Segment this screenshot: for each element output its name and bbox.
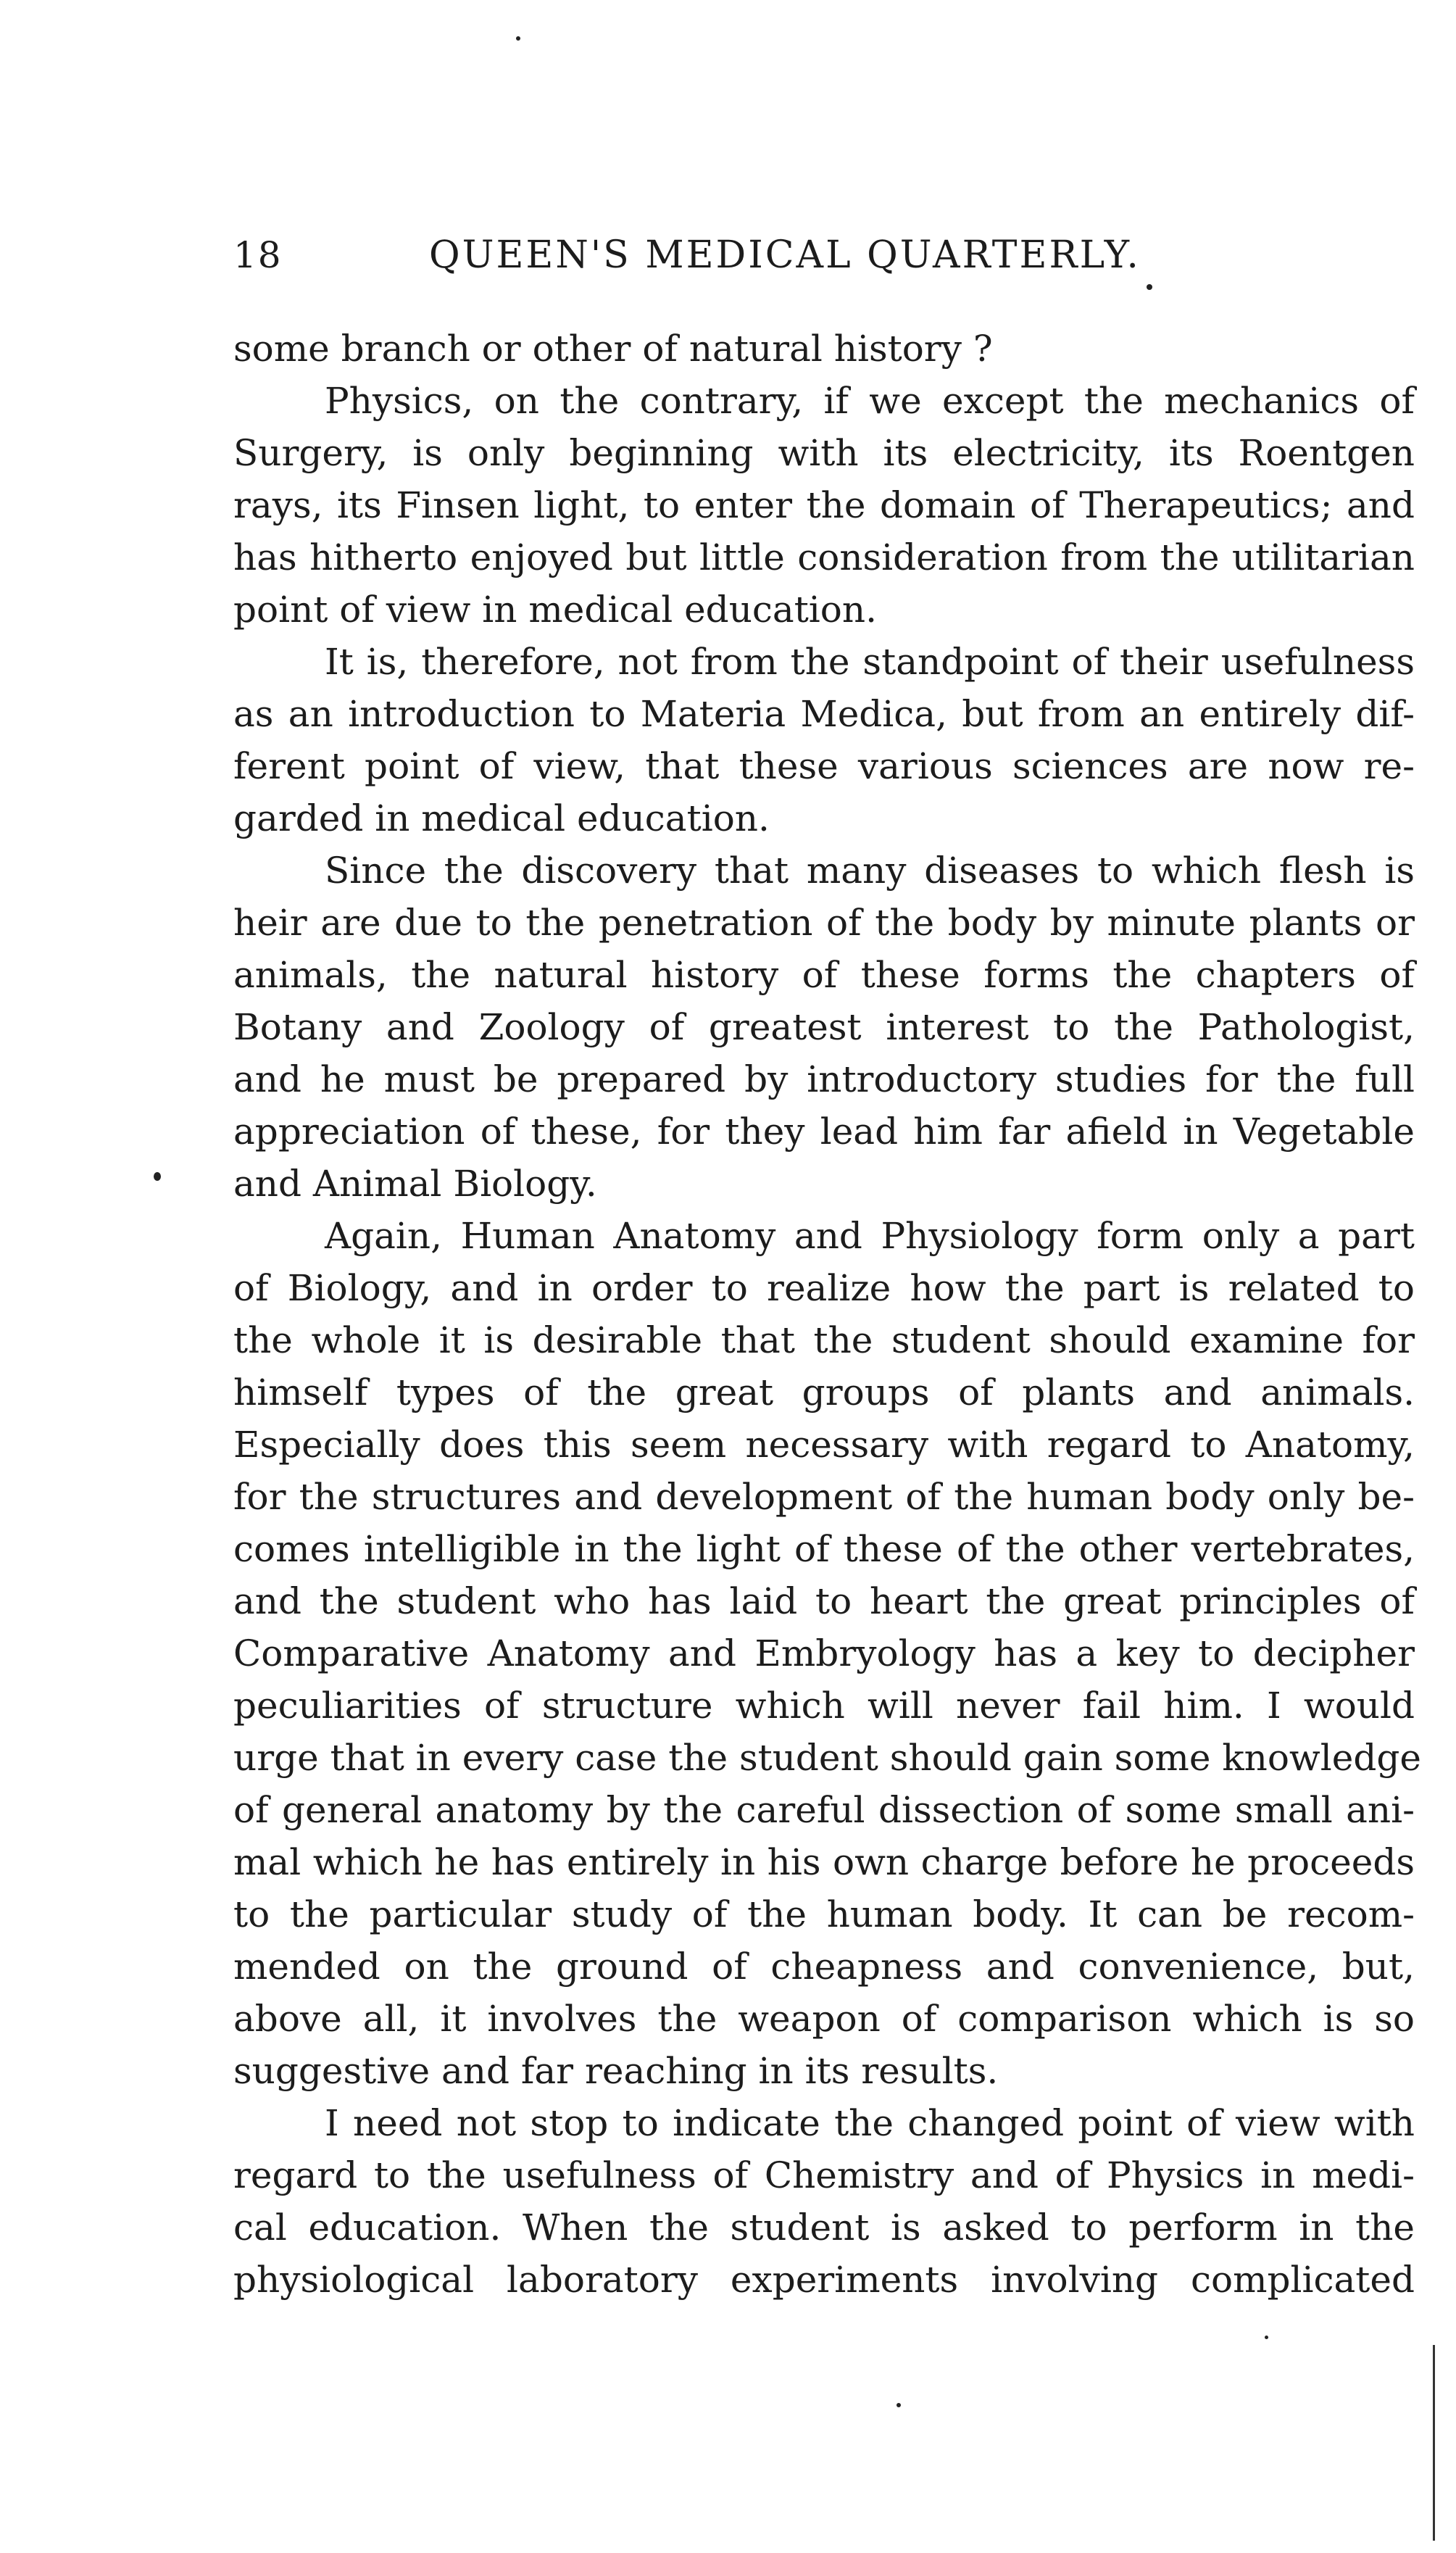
page-number: 18	[233, 234, 283, 276]
page-header	[233, 226, 1234, 284]
text-line: heir are due to the penetration of the body by minute plants or	[233, 902, 1415, 944]
text-line: appreciation of these, for they lead him far afield in Vegetable	[233, 1111, 1415, 1153]
text-line: of Biology, and in order to realize how the part is related to	[233, 1267, 1415, 1309]
scan-speck	[1147, 284, 1152, 290]
text-line: Botany and Zoology of greatest interest to the Pathologist,	[233, 1006, 1415, 1048]
text-line: cal education. When the student is asked to perform in the	[233, 2207, 1415, 2249]
scan-speck	[154, 1172, 161, 1181]
text-line: to the particular study of the human body. It can be recom-	[233, 1893, 1415, 1935]
text-line: and the student who has laid to heart the great principles of	[233, 1580, 1415, 1622]
running-title: QUEEN'S MEDICAL QUARTERLY.	[429, 233, 1141, 277]
text-line: Surgery, is only beginning with its electricity, its Roentgen	[233, 432, 1415, 474]
text-line: It is, therefore, not from the standpoint of their usefulness	[325, 641, 1415, 683]
text-line: and he must be prepared by introductory studies for the full	[233, 1058, 1415, 1100]
text-line: as an introduction to Materia Medica, but from an entirely dif-	[233, 693, 1415, 735]
text-line: of general anatomy by the careful dissection of some small ani-	[233, 1789, 1415, 1831]
text-line: Comparative Anatomy and Embryology has a key to decipher	[233, 1632, 1415, 1674]
text-line: peculiarities of structure which will never fail him. I would	[233, 1685, 1415, 1727]
text-line: animals, the natural history of these forms the chapters of	[233, 954, 1415, 996]
text-line: garded in medical education.	[233, 797, 770, 839]
text-line: point of view in medical education.	[233, 589, 877, 631]
text-line: Physics, on the contrary, if we except the mechanics of	[325, 380, 1415, 422]
text-line: Especially does this seem necessary with regard to Anatomy,	[233, 1424, 1415, 1466]
text-line: I need not stop to indicate the changed point of view with	[325, 2102, 1415, 2144]
text-line: physiological laboratory experiments involving complicated	[233, 2259, 1415, 2301]
text-line: mal which he has entirely in his own charge before he proceeds	[233, 1841, 1415, 1883]
text-line: Since the discovery that many diseases to which flesh is	[325, 850, 1415, 892]
text-line: the whole it is desirable that the student should examine for	[233, 1319, 1415, 1361]
scan-speck	[1265, 2336, 1268, 2339]
text-line: has hitherto enjoyed but little consideration from the utilitarian	[233, 536, 1415, 578]
text-line: and Animal Biology.	[233, 1163, 597, 1205]
text-line: for the structures and development of the human body only be-	[233, 1476, 1415, 1518]
text-line: comes intelligible in the light of these of the other vertebrates,	[233, 1528, 1415, 1570]
text-line: urge that in every case the student should gain some knowledge	[233, 1737, 1421, 1779]
scan-speck	[897, 2403, 901, 2407]
scan-edge-mark	[1433, 2345, 1435, 2541]
text-line: Again, Human Anatomy and Physiology form only a part	[325, 1215, 1415, 1257]
text-line: above all, it involves the weapon of comparison which is so	[233, 1998, 1415, 2040]
scan-speck	[516, 36, 520, 41]
text-line: mended on the ground of cheapness and convenience, but,	[233, 1946, 1415, 1988]
text-line: regard to the usefulness of Chemistry and of Physics in medi-	[233, 2154, 1415, 2196]
text-line: rays, its Finsen light, to enter the domain of Therapeutics; and	[233, 484, 1415, 526]
text-line: himself types of the great groups of plants and animals.	[233, 1371, 1415, 1414]
text-line: ferent point of view, that these various sciences are now re-	[233, 745, 1415, 787]
text-line: suggestive and far reaching in its results.	[233, 2050, 999, 2092]
text-line: some branch or other of natural history ?	[233, 328, 993, 370]
